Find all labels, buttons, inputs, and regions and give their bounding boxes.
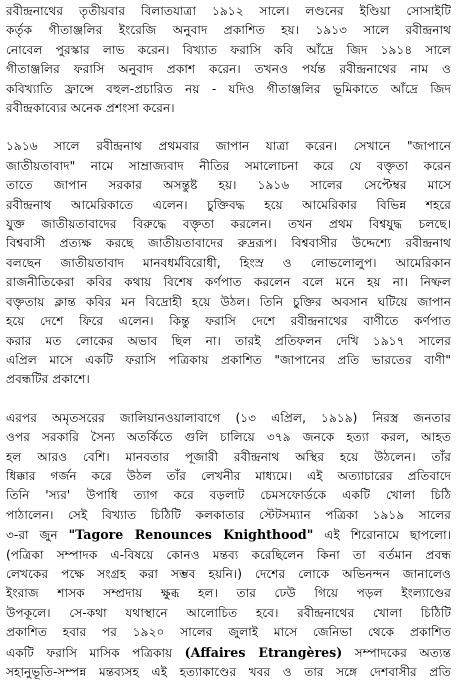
text-line: রবীন্দ্রনাথের তৃতীয়বার বিলাতযাত্রা ১৯১২ সালে। লণ্ডনের ইণ্ডিয়া সোসাইটি	[6, 4, 451, 18]
text-line: করার মত লোকের অভাব ছিল না। তারই প্রতিফলন দেখি ১৯১৭ সালের	[6, 333, 451, 348]
text-line: সহানুভূতি-সম্পন্ন মন্তব্যসহ এই হত্যাকাণ্ডের খবর ও তার সঙ্গে দেশবাসীর প্রতি	[6, 665, 451, 679]
text-line: ওপর সরকারি সৈন্য অতর্কিতে গুলি চালিয়ে ৩৭৯ জনকে হত্যা করল, আহত	[6, 430, 451, 445]
text-fragment: ৩-রা জুন	[6, 528, 69, 543]
text-fragment: একটি ফরাসি মাসিক পত্রিকায়	[6, 645, 185, 660]
text-line: রাজনীতিকেরা কবির কথায় বিশেষ কর্ণপাত করলেন বলে মনে হয় না। নিষ্ফল	[6, 275, 451, 290]
text-line: প্রবন্ধটির প্রকাশে।	[6, 372, 90, 387]
text-line: এরপর অমৃতসরের জালিয়ানওয়ালাবাগে (১৩ এপ্রিল, ১৯১৯) নিরস্ত্র জনতার	[6, 410, 451, 425]
text-line: কবিখ্যাতি ফ্রান্সে বহুল-প্রচারিত নয় - যদিও গীতাঞ্জলির ভূমিকাতে আঁদ্রে জিদ	[6, 81, 451, 96]
text-line: ধিক্কার গর্জন করে উঠল তাঁর লেখনীর মাধ্যমে। এই অত্যাচারের প্রতিবাদে	[6, 468, 451, 483]
text-line: জাতীয়তাবাদ" নামে সাম্রাজ্যবাদ নীতির সমালোচনা করে যে বক্তৃতা করেন	[6, 158, 451, 173]
text-line: নোবেল পুরস্কার লাভ করেন। বিখ্যাত ফরাসি কবি আঁদ্রে জিদ ১৯১৪ সালে	[6, 42, 451, 57]
english-journal-name: (Affaires Etrangères)	[184, 644, 343, 660]
paragraph-3	[6, 409, 451, 682]
text-line: কর্তৃক গীতাঞ্জলির ইংরেজি অনুবাদ প্রকাশিত হয়। ১৯১৩ সালে রবীন্দ্রনাথ	[6, 23, 451, 38]
text-line: তিনি 'স্যর' উপাধি ত্যাগ করে বড়লাট চেমসফোর্ডকে একটি খোলা চিঠি	[6, 488, 451, 503]
text-line: এপ্রিল মাসে একটি ফরাসি পত্রিকায় প্রকাশিত "জাপানের প্রতি ভারতের বাণী"	[6, 352, 451, 367]
text-line: (পত্রিকা সম্পাদক এ-বিষয়ে কোনও মন্তব্য করেছিলেন কিনা তা বর্তমান প্রবন্ধ	[6, 547, 451, 562]
text-line: তাতে জাপান সরকার অসন্তুষ্ট হয়। ১৯১৬ সালের সেপ্টেম্বর মাসে	[6, 178, 451, 193]
text-line: হয়ে দেশে ফিরে এলেন। কিন্তু ফরাসি দেশে রবীন্দ্রনাথের বাণীতে কর্ণপাত	[6, 314, 451, 329]
text-line: হল আরও বেশি। মানবতার পূজারী রবীন্দ্রনাথ অস্থির হয়ে উঠলেন। তাঁর	[6, 449, 451, 464]
text-line: যুক্ত জাতীয়তাবাদের বিরুদ্ধে বক্তৃতা করলেন। তখন প্রথম বিশ্বযুদ্ধ চলছে।	[6, 217, 451, 232]
text-line: গীতাঞ্জলির ফরাসি অনুবাদ প্রকাশ করেন। তখনও পর্যন্ত রবীন্দ্রনাথের নাম ও	[6, 62, 451, 77]
text-line: বক্তৃতায় ক্লান্ত কবির মন বিদ্রোহী হয়ে উঠল। তিনি চুক্তির অবসান ঘটিয়ে জাপান	[6, 294, 451, 309]
text-line: ইংরাজ শাসক সম্প্রদায় ক্ষুব্ধ হল। তার ঢেউ গিয়ে পড়ল ইংল্যাণ্ডের	[6, 586, 451, 601]
paragraph-2	[6, 137, 451, 389]
text-line: উপকূলে। সে-কথা যথাস্থানে আলোচিত হবে। রবীন্দ্রনাথের খোলা চিঠিটি	[6, 605, 451, 620]
text-line: বিশ্ববাসী প্রত্যক্ষ করছে জাতীয়তাবাদের রুদ্ররূপ। বিশ্ববাসীর উদ্দেশ্যে রবীন্দ্রনাথ	[6, 236, 451, 251]
text-fragment: সম্পাদকের অত্যন্ত	[342, 645, 451, 660]
text-fragment: এই শিরোনামে ছাপলো।	[313, 528, 451, 543]
text-line: রবীন্দ্রকাব্যের অনেক প্রশংসা করেন।	[6, 101, 175, 116]
text-line-with-english-title	[6, 525, 451, 545]
text-line: রবীন্দ্রনাথ আমেরিকাতে এলেন। চুক্তিবদ্ধ হয়ে আমেরিকার বিভিন্ন শহরে	[6, 197, 451, 212]
paragraph-1	[6, 2, 451, 118]
english-headline: "Tagore Renounces Knighthood"	[68, 527, 314, 543]
text-line: পাঠালেন। সেই বিখ্যাত চিঠিটি কলকাতার স্টেটসম্যান পত্রিকা ১৯১৯ সালের	[6, 507, 451, 522]
text-line: লেখকের পক্ষে সংগ্রহ করা সম্ভব হয়নি।) দেশের লোকে অভিনন্দন জানালেও	[6, 566, 451, 581]
text-line: প্রকাশিত হবার পর ১৯২০ সালের জুলাই মাসে জেনিভা থেকে প্রকাশিত	[6, 625, 451, 640]
text-line: ১৯১৬ সালে রবীন্দ্রনাথ প্রথমবার জাপান যাত্রা করেন। সেখানে "জাপানে	[6, 139, 451, 154]
text-line: বলছেন জাতীয়তাবাদ মানবধর্মবিরোধী, হিংস্র ও লোভলোলুপ। আমেরিকান	[6, 255, 451, 270]
text-line-with-english-title	[6, 643, 451, 663]
